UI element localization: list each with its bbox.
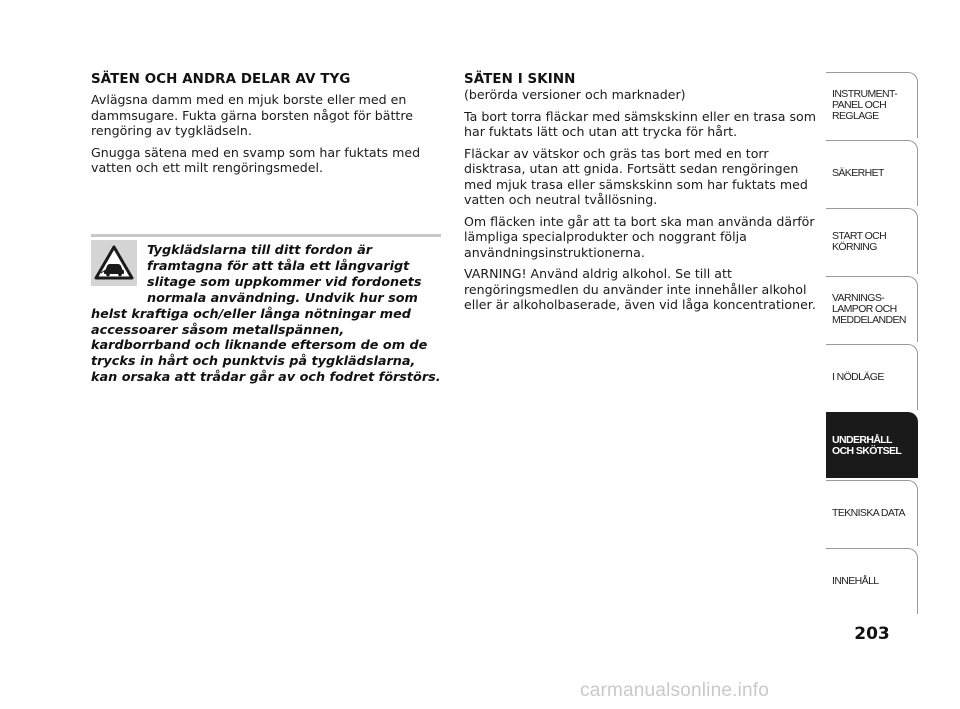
right-column — [464, 72, 816, 319]
tab-maintenance[interactable]: UNDERHÅLL OCH SKÖTSEL — [826, 412, 918, 478]
tab-safety[interactable]: SÄKERHET — [826, 140, 918, 206]
paragraph: Gnugga sätena med en svamp som har fuktats med vatten och ett milt rengöringsmedel. — [91, 144, 421, 175]
section-heading-fabric: SÄTEN OCH ANDRA DELAR AV TYG — [91, 72, 351, 87]
paragraph: Ta bort torra fläckar med sämskskinn eller en trasa som har fuktats lätt och utan att trycka för hårt. — [464, 108, 816, 139]
paragraph: Avlägsna damm med en mjuk borste eller med en dammsugare. Fukta gärna borsten något för bättre rengöring av tygklädseln. — [91, 92, 414, 138]
icon-spacer — [91, 243, 147, 291]
warning-divider — [91, 234, 441, 237]
section-subtitle: (berörda versioner och marknader) — [464, 87, 686, 102]
chapter-tabs — [826, 72, 918, 616]
watermark: carmanualsonline.info — [580, 680, 770, 701]
tab-warning-lights[interactable]: VARNINGS- LAMPOR OCH MEDDELANDEN — [826, 276, 918, 342]
warning-text: Tygklädslarna till ditt fordon är framtagna för att tåla ett långvarigt slitage som uppkommer vid fordonets normala användning. Undvik hur som helst kraftiga och/eller långa nötningar med accessoarer såsom metallspännen, kardborrband och liknande eftersom de om de trycks in hårt och punktvis på tygklädslarna, kan orsaka att trådar går av och fodret förstörs. — [91, 243, 441, 386]
paragraph: Fläckar av vätskor och gräs tas bort med en torr disktrasa, utan att gnida. Fortsätt sedan rengöringen med mjuk trasa eller sämskskinn som har fuktats med vatten och neutral tvållösning. — [464, 145, 808, 207]
tab-starting-driving[interactable]: START OCH KÖRNING — [826, 208, 918, 274]
tab-emergency[interactable]: I NÖDLÄGE — [826, 344, 918, 410]
paragraph: VARNING! Använd aldrig alkohol. Se till att rengöringsmedlen du använder inte innehåller alkohol eller är alkoholbaserade, även vid låga koncentrationer. — [464, 266, 816, 312]
section-heading-leather: SÄTEN I SKINN — [464, 72, 576, 87]
tab-instrument-panel[interactable]: INSTRUMENT- PANEL OCH REGLAGE — [826, 72, 918, 138]
page-number: 203 — [854, 624, 890, 644]
warning-text-box — [91, 243, 441, 386]
paragraph: Om fläcken inte går att ta bort ska man använda därför lämpliga specialprodukter och noggrant följa användningsinstruktionerna. — [464, 213, 815, 260]
left-column — [91, 72, 441, 182]
tab-contents[interactable]: INNEHÅLL — [826, 548, 918, 614]
tab-technical-data[interactable]: TEKNISKA DATA — [826, 480, 918, 546]
